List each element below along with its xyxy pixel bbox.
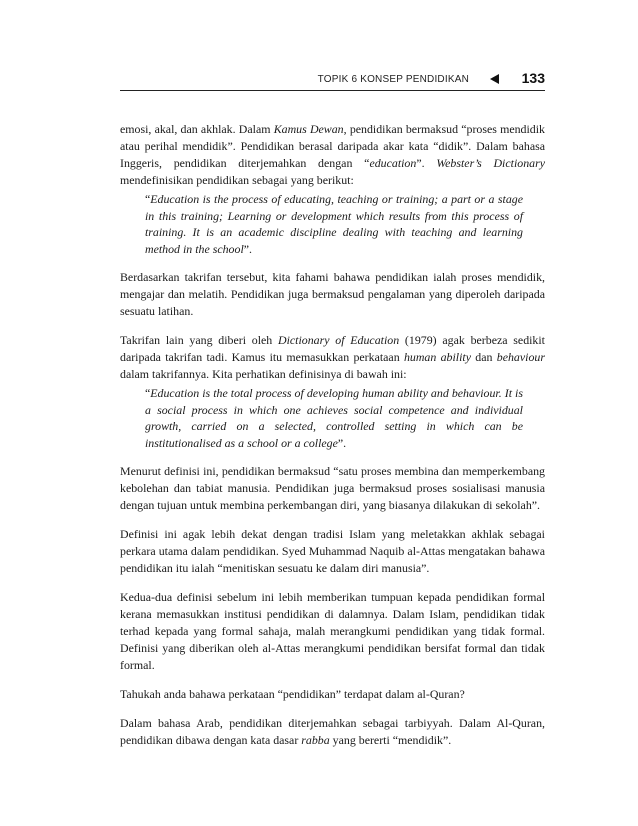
quote-close: ”.: [243, 241, 253, 256]
page-body: [120, 121, 545, 761]
text-run: Dalam bahasa Arab, pendidikan diterjemahkan sebagai tarbiyyah. Dalam Al-Quran, pendidikan dibawa dengan kata dasar: [120, 716, 545, 747]
text-run: emosi, akal, dan akhlak. Dalam: [120, 122, 274, 136]
text-run: dan: [471, 350, 497, 364]
text-run: , pendidikan bermaksud “proses mendidik atau perihal mendidik”. Pendidikan berasal daripada akar kata “didik”. Dalam bahasa Inggeris, pendidikan diterjemahkan dengan “: [120, 122, 546, 170]
quote-websters: [120, 191, 545, 257]
paragraph-4: Menurut definisi ini, pendidikan bermaksud “satu proses membina dan memperkembang kebolehan dan tabiat manusia. Pendidikan juga bermaksud proses sosialisasi manusia dengan tujuan untuk membina perkembangan diri, yang biasanya dilakukan di sekolah”.: [120, 464, 545, 512]
quote-open: “: [145, 192, 151, 206]
text-run: yang bererti “mendidik”.: [329, 733, 452, 747]
text-run: ”.: [416, 156, 437, 170]
text-run: dalam takrifannya. Kita perhatikan definisinya di bawah ini:: [120, 367, 407, 381]
term-websters-dictionary: Webster’s Dictionary: [436, 156, 545, 170]
paragraph-7: Tahukah anda bahawa perkataan “pendidikan” terdapat dalam al-Quran?: [120, 687, 465, 701]
paragraph-6: Kedua-dua definisi sebelum ini lebih memberikan tumpuan kepada pendidikan formal kerana memasukkan institusi pendidikan di dalamnya. Dalam Islam, pendidikan tidak terhad kepada yang formal sahaja, malah merangkumi pendidikan yang tidak formal. Definisi yang diberikan oleh al-Attas merangkumi pendidikan bersifat formal dan tidak formal.: [120, 590, 545, 672]
quote-text: Education is the process of educating, teaching or training; a part or a stage in this training; Learning or development which results from this process of training. It is an academic discipline dealing with teaching and learning method in the school: [145, 192, 523, 256]
text-run: (1979) agak berbeza sedikit daripada takrifan tadi. Kamus itu memasukkan perkataan: [120, 333, 545, 364]
term-kamus-dewan: Kamus Dewan: [273, 122, 344, 136]
text-run: Takrifan lain yang diberi oleh: [120, 333, 279, 347]
term-human-ability: human ability: [403, 350, 471, 364]
paragraph-2: Berdasarkan takrifan tersebut, kita fahami bahawa pendidikan ialah proses mendidik, mengajar dan melatih. Pendidikan juga bermaksud pengalaman yang diperoleh daripada sesuatu latihan.: [120, 270, 545, 318]
term-dictionary-of-education: Dictionary of Education: [278, 333, 400, 347]
term-rabba: rabba: [301, 733, 330, 747]
paragraph-3: [120, 332, 545, 383]
paragraph-8: [120, 715, 545, 749]
paragraph-1: [120, 121, 545, 189]
quote-dictionary-of-education: [120, 385, 545, 451]
text-run: mendefinisikan pendidikan sebagai yang berikut:: [120, 173, 354, 187]
running-header: [120, 68, 545, 91]
term-education: education: [369, 156, 417, 170]
term-behaviour: behaviour: [496, 350, 545, 364]
quote-open: “: [145, 386, 151, 400]
page-number: 133: [521, 70, 545, 86]
quote-text: Education is the total process of developing human ability and behaviour. It is a social process in which one achieves social competence and individual growth, carried on a selected, controlled setting in which can be institutionalised as a school or a college: [145, 386, 523, 450]
quote-close: ”.: [337, 435, 347, 450]
paragraph-5: Definisi ini agak lebih dekat dengan tradisi Islam yang meletakkan akhlak sebagai perkara utama dalam pendidikan. Syed Muhammad Naquib al-Attas mengatakan bahawa pendidikan itu ialah “menitiskan sesuatu ke dalam diri manusia”.: [120, 527, 545, 575]
header-topic: TOPIK 6 KONSEP PENDIDIKAN: [317, 74, 469, 85]
left-triangle-icon: [490, 74, 499, 84]
